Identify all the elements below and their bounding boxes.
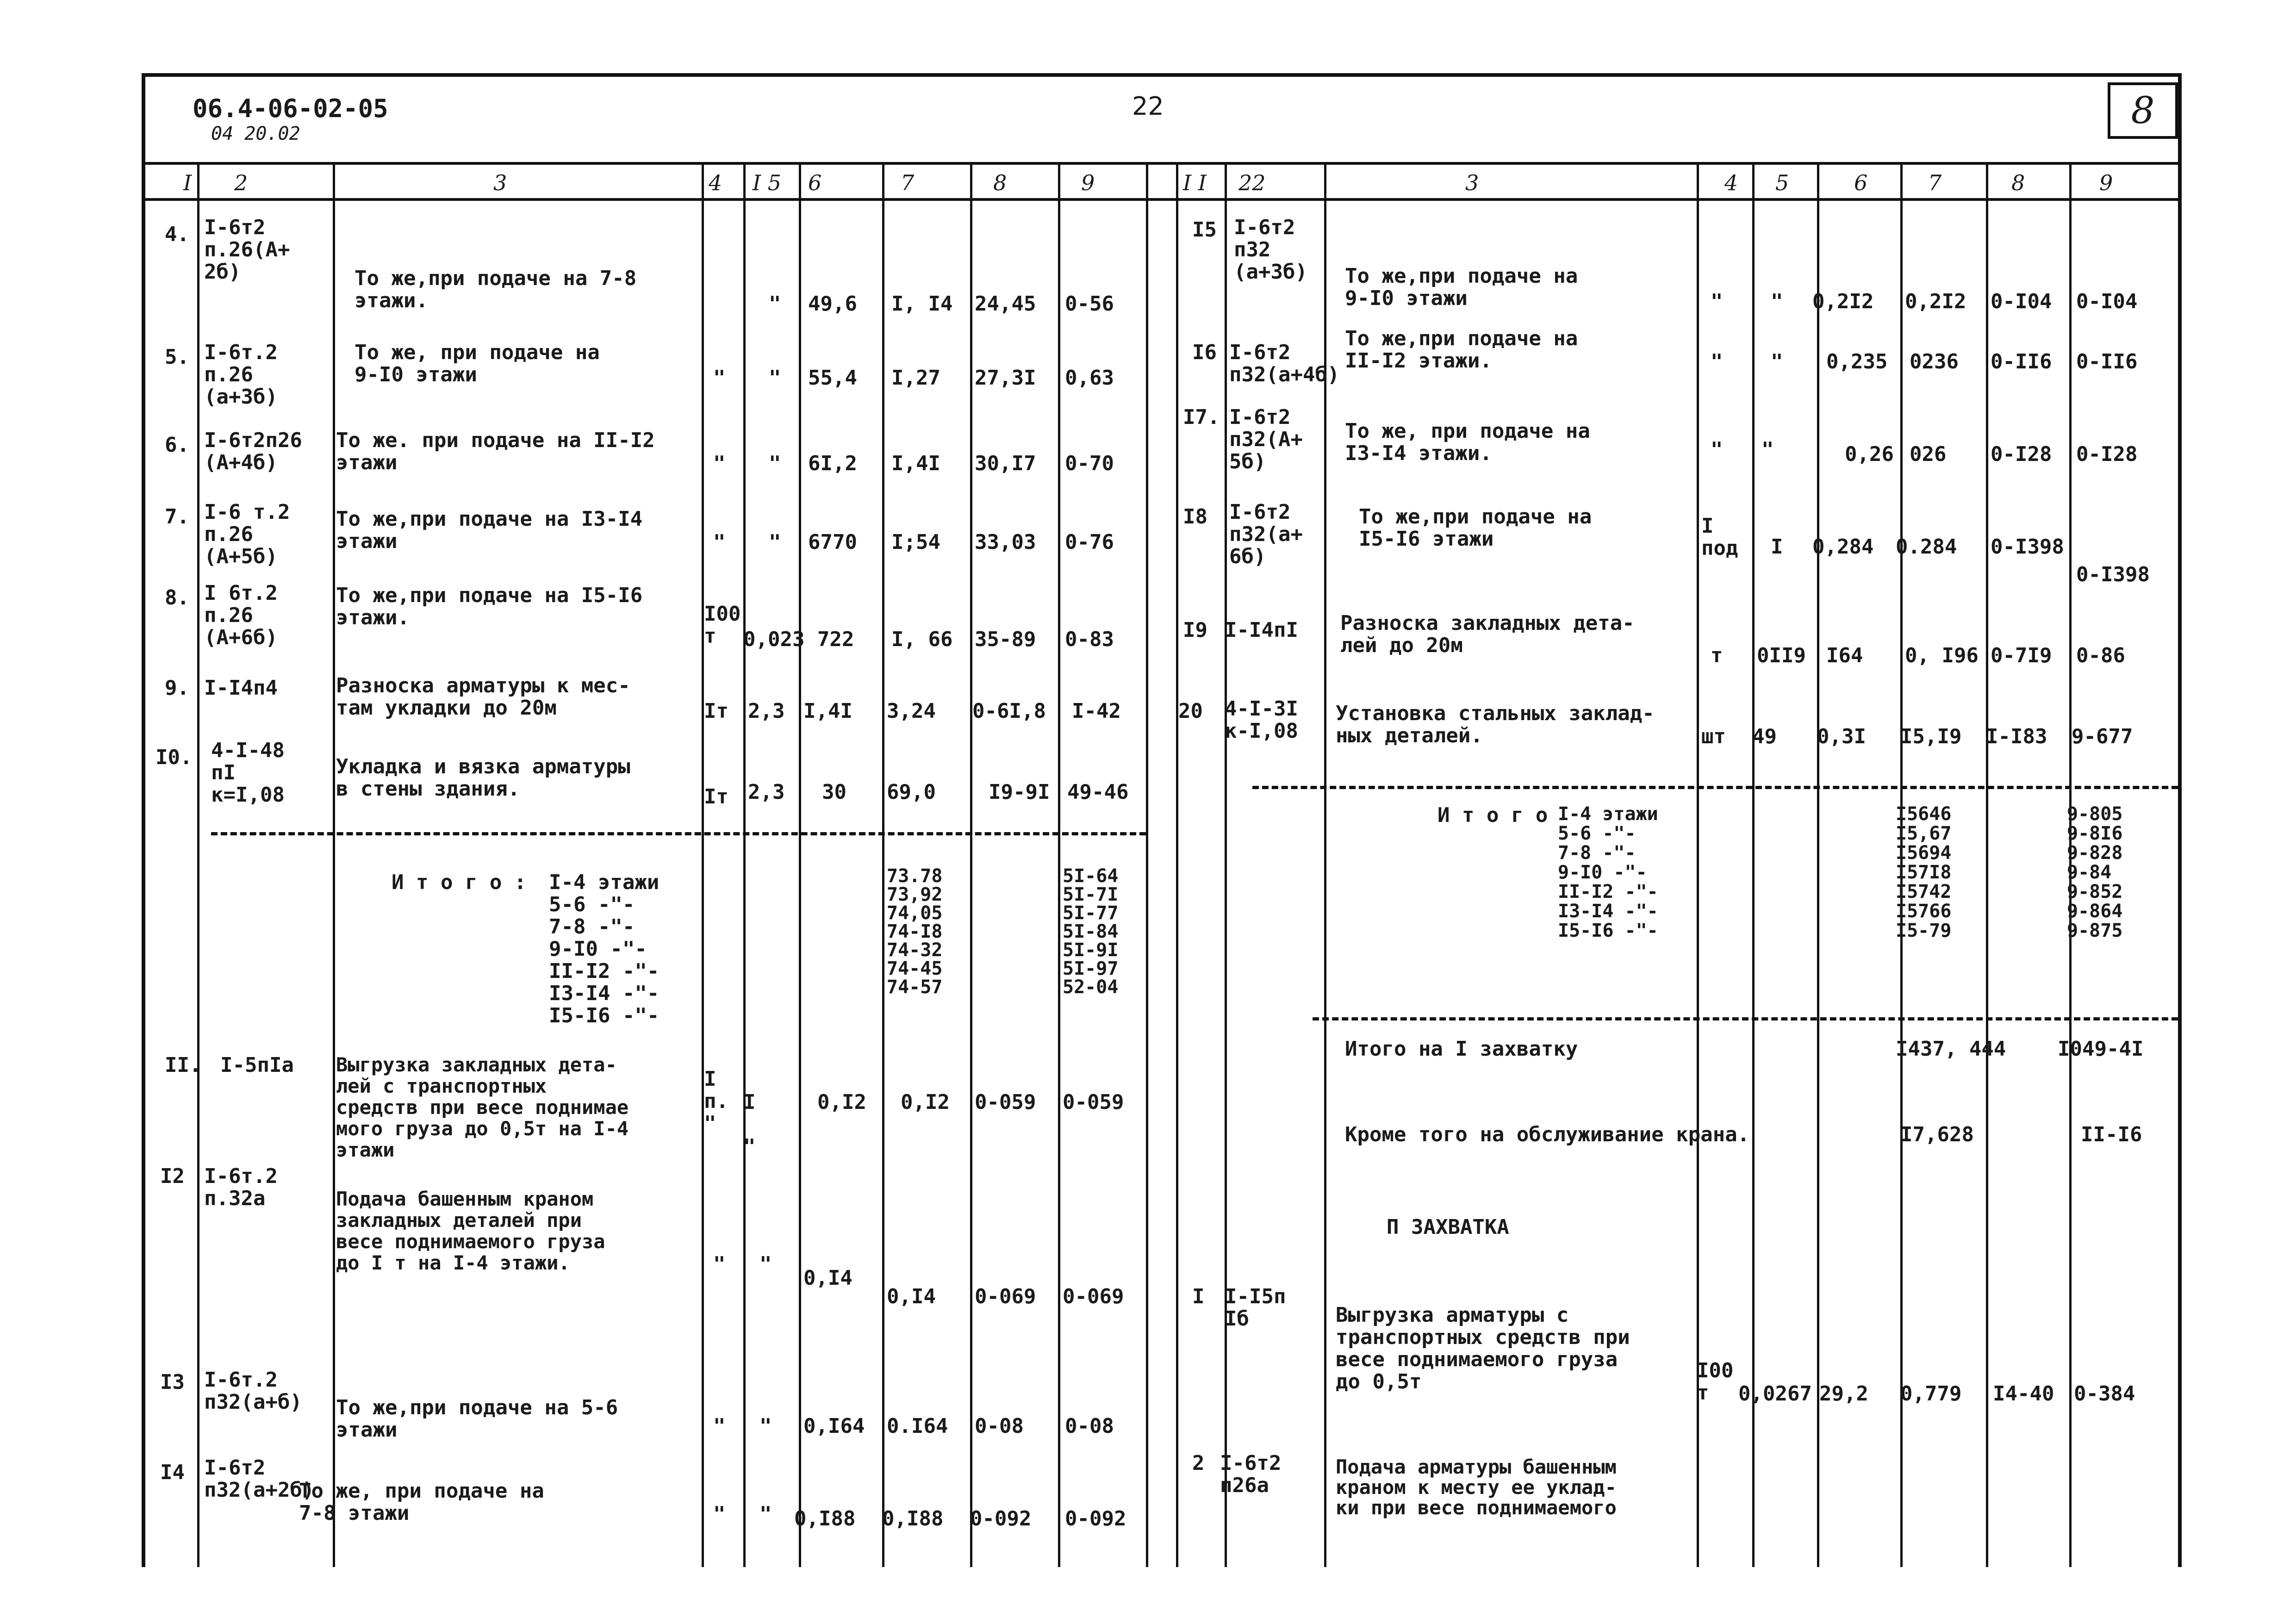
column-header-rule bbox=[142, 198, 2182, 201]
row-col9: I-42 bbox=[1072, 699, 1121, 723]
row-col7: 0,2I2 bbox=[1905, 290, 1966, 313]
col-line bbox=[702, 162, 704, 1567]
row-col6: 55,4 bbox=[808, 366, 857, 390]
row-col8: 0-7I9 bbox=[1991, 644, 2052, 667]
col-header-5: I 5 bbox=[753, 170, 782, 195]
row-col4: " bbox=[713, 1502, 726, 1526]
row-number: II. bbox=[165, 1053, 202, 1077]
row-description: То же,при подаче на 9-I0 этажи bbox=[1345, 264, 1578, 310]
row-code: I-6т2п26 (А+4б) bbox=[204, 429, 302, 474]
row-description: Укладка и вязка арматуры в стены здания. bbox=[336, 755, 630, 801]
col-header-9: 9 bbox=[1081, 170, 1095, 195]
frame-right-border bbox=[2178, 73, 2182, 1567]
col-header-1: I bbox=[183, 170, 192, 195]
row-col4: I00 т bbox=[704, 602, 741, 648]
row-description: То же,при подаче на I5-I6 этажи. bbox=[336, 584, 643, 629]
row-col7: I, I4 bbox=[891, 292, 953, 316]
row-col8: 0-6I,8 bbox=[972, 699, 1046, 723]
row-number: I9 bbox=[1183, 618, 1207, 642]
row-col8: 0-059 bbox=[975, 1090, 1036, 1114]
row-number: 4. bbox=[165, 223, 189, 246]
row-number: 5. bbox=[165, 345, 189, 369]
col-header-8: 8 bbox=[993, 170, 1007, 195]
row-description: То же, при подаче на 9-I0 этажи bbox=[355, 341, 600, 386]
total-col7: I5646 I5,67 I5694 I57I8 I5742 I5766 I5-79 bbox=[1896, 803, 1952, 941]
row-col8: 33,03 bbox=[975, 530, 1036, 554]
row-code: I-6т2 п26а bbox=[1220, 1451, 1282, 1497]
document-sheet bbox=[142, 73, 2182, 1567]
col-header-2: 2 bbox=[234, 170, 248, 195]
per-grip-col7: I437, 444 bbox=[1896, 1037, 2006, 1061]
row-unit-qty: 0,0267 bbox=[1738, 1382, 1812, 1406]
col-line bbox=[1986, 162, 1988, 1567]
row-code: I-6т.2 п32(а+б) bbox=[204, 1368, 302, 1414]
row-unit-qty: " bbox=[769, 452, 781, 475]
row-col9: 0-76 bbox=[1065, 530, 1114, 554]
row-col7: 0, I96 bbox=[1905, 644, 1979, 667]
row-col6: 6I,2 bbox=[808, 452, 857, 475]
row-col4: " bbox=[713, 366, 726, 390]
row-col6: 0,26 bbox=[1845, 442, 1894, 466]
row-col8: 0-I04 bbox=[1991, 290, 2052, 313]
dashed-separator bbox=[1313, 1017, 2178, 1020]
row-col6: 6770 bbox=[808, 530, 857, 554]
col-header-r4: 4 bbox=[1724, 170, 1738, 195]
row-col6: 29,2 bbox=[1819, 1382, 1868, 1406]
row-unit-qty: 2,3 bbox=[748, 699, 785, 723]
crane-service-col7: I7,628 bbox=[1900, 1123, 1974, 1146]
row-col7: I, 66 bbox=[891, 628, 953, 651]
row-col9: 0-86 bbox=[2076, 644, 2125, 667]
row-code: I-6т.2 п.32а bbox=[204, 1164, 278, 1210]
row-col9: 0-I04 bbox=[2076, 290, 2138, 313]
row-col7: 0,I2 bbox=[901, 1090, 950, 1114]
row-col9: 0-I398 bbox=[2076, 563, 2150, 586]
row-unit-qty: " bbox=[1771, 290, 1783, 313]
row-unit-qty: 0II9 bbox=[1757, 644, 1806, 667]
row-code: I-6т2 п32(а+4б) bbox=[1229, 341, 1340, 386]
row-number: 20 bbox=[1178, 699, 1203, 723]
row-col6: 0,3I bbox=[1817, 725, 1866, 748]
row-unit-qty: " bbox=[769, 366, 781, 390]
row-col7: I,27 bbox=[891, 366, 940, 390]
col-line bbox=[743, 162, 746, 1567]
row-col4: I под bbox=[1701, 514, 1738, 560]
row-col7: 026 bbox=[1910, 442, 1947, 466]
row-description: То же, при подаче на I3-I4 этажи. bbox=[1345, 419, 1590, 465]
per-grip-label: Итого на I захватку bbox=[1345, 1037, 1578, 1061]
row-unit-qty: " bbox=[759, 1414, 772, 1438]
row-col6: 30 bbox=[822, 780, 846, 804]
row-number: 7. bbox=[165, 505, 189, 529]
row-description: Установка стальных заклад- ных деталей. bbox=[1336, 702, 1655, 747]
row-col9: 0-II6 bbox=[2076, 350, 2138, 373]
row-code: I-6т2 п32 (а+3б) bbox=[1234, 216, 1307, 284]
sheet-number: 8 bbox=[2108, 82, 2178, 139]
row-number: I6 bbox=[1192, 341, 1217, 364]
col-header-r3: 3 bbox=[1465, 170, 1479, 195]
row-code: I 6т.2 п.26 (А+6б) bbox=[204, 581, 278, 649]
row-col4: " bbox=[713, 1414, 726, 1438]
row-col6: 49,6 bbox=[808, 292, 857, 316]
row-col4: т bbox=[1711, 644, 1723, 667]
row-col4: Iт bbox=[704, 699, 728, 723]
row-col6: I,4I bbox=[803, 699, 852, 723]
row-col4: " bbox=[1711, 290, 1723, 313]
row-code: I-5пIа bbox=[220, 1053, 294, 1077]
row-col9: 0-I28 bbox=[2076, 442, 2138, 466]
row-code: I-6т2 п32(А+ 5б) bbox=[1229, 405, 1303, 473]
row-col7: I5,I9 bbox=[1900, 725, 1962, 748]
col-header-4: 4 bbox=[709, 170, 722, 195]
row-col8: 24,45 bbox=[975, 292, 1036, 316]
col-header-6: 6 bbox=[808, 170, 822, 195]
row-unit-qty: 2,3 bbox=[748, 780, 785, 804]
col-header-r8: 8 bbox=[2011, 170, 2025, 195]
row-col7: 0.I64 bbox=[887, 1414, 948, 1438]
row-col4: " bbox=[713, 530, 726, 554]
col-line bbox=[1752, 162, 1755, 1567]
row-col8: 0-092 bbox=[970, 1507, 1032, 1531]
row-description: Подача башенным краном закладных деталей при весе поднимаемого груза до I т на I-4 этажи. bbox=[336, 1188, 605, 1274]
col-line bbox=[197, 162, 199, 1567]
row-col8: 0-II6 bbox=[1991, 350, 2052, 373]
row-col4: " bbox=[1711, 350, 1723, 373]
row-col8: 0-08 bbox=[975, 1414, 1024, 1438]
row-col9: 49-46 bbox=[1067, 780, 1129, 804]
row-col8: I9-9I bbox=[989, 780, 1050, 804]
row-description: Выгрузка закладных дета- лей с транспортных средств при весе поднимае мого груза до 0,5т на I-4 этажи bbox=[336, 1053, 629, 1161]
row-number: I3 bbox=[160, 1370, 185, 1394]
row-code: I-6т2 п32(а+2б) bbox=[204, 1456, 315, 1502]
row-number: 8. bbox=[165, 586, 189, 610]
row-description: Выгрузка арматуры с транспортных средств при весе поднимаемого груза до 0,5т bbox=[1336, 1303, 1630, 1394]
col-line bbox=[882, 162, 884, 1567]
row-unit-qty: " bbox=[769, 530, 781, 554]
row-code: 4-I-3I к-I,08 bbox=[1225, 697, 1298, 743]
row-col6: 0,235 bbox=[1826, 350, 1888, 373]
row-description: Разноска закладных дета- лей до 20м bbox=[1340, 611, 1635, 657]
row-col4: " bbox=[713, 452, 726, 475]
row-number: 2 bbox=[1192, 1451, 1205, 1475]
row-col4: Iт bbox=[704, 785, 728, 809]
row-number: I4 bbox=[160, 1461, 185, 1484]
row-col6: 0,2I2 bbox=[1812, 290, 1874, 313]
total-col9: 9-805 9-8I6 9-828 9-84 9-852 9-864 9-875 bbox=[2067, 803, 2123, 941]
row-col8: 27,3I bbox=[975, 366, 1036, 390]
row-code: I-6т.2 п.26 (а+3б) bbox=[204, 341, 278, 409]
frame-top-border bbox=[142, 73, 2182, 77]
row-description: Разноска арматуры к мес- там укладки до 20м bbox=[336, 674, 630, 720]
row-description: То же,при подаче на I3-I4 этажи bbox=[336, 507, 643, 553]
row-col8: 0-I398 bbox=[1991, 535, 2064, 559]
row-col4: " bbox=[1711, 438, 1723, 461]
row-code: I-6т2 п.26(А+ 2б) bbox=[204, 216, 290, 284]
row-col7: I;54 bbox=[891, 530, 940, 554]
row-unit-qty: " bbox=[1771, 350, 1783, 373]
row-col6: 0,284 bbox=[1812, 535, 1874, 559]
row-description: То же,при подаче на II-I2 этажи. bbox=[1345, 327, 1578, 373]
row-col4: I00 т bbox=[1697, 1359, 1734, 1405]
row-col4: шт bbox=[1701, 725, 1726, 748]
col-header-r7: 7 bbox=[1928, 170, 1942, 195]
row-number: I bbox=[1192, 1285, 1205, 1308]
col-line bbox=[333, 162, 335, 1567]
row-col6: 0,I88 bbox=[794, 1507, 856, 1531]
row-col7: 0,I4 bbox=[887, 1285, 936, 1308]
row-col9: 0-56 bbox=[1065, 292, 1114, 316]
total-col9: 5I-64 5I-7I 5I-77 5I-84 5I-9I 5I-97 52-04 bbox=[1063, 865, 1119, 998]
col-header-r5: 5 bbox=[1775, 170, 1789, 195]
header-rule bbox=[142, 162, 2182, 165]
row-number: 6. bbox=[165, 433, 189, 457]
row-col9: 0,63 bbox=[1065, 366, 1114, 390]
total-floors: I-4 этажи 5-6 -"- 7-8 -"- 9-I0 -"- II-I2 -"- I3-I4 -"- I5-I6 -"- bbox=[1558, 803, 1658, 941]
row-number: I2 bbox=[160, 1164, 185, 1188]
row-col7: 3,24 bbox=[887, 699, 936, 723]
col-header-r9: 9 bbox=[2099, 170, 2113, 195]
row-unit-qty: " bbox=[759, 1502, 772, 1526]
total-label: И т о г о bbox=[1437, 803, 1548, 827]
crane-service-col9: II-I6 bbox=[2081, 1123, 2142, 1146]
row-number: 9. bbox=[165, 676, 189, 700]
col-header-3: 3 bbox=[493, 170, 507, 195]
row-col7: 0,I88 bbox=[882, 1507, 944, 1531]
row-col7: 69,0 bbox=[887, 780, 936, 804]
page-number: 22 bbox=[1132, 92, 1164, 121]
row-col8: 0-069 bbox=[975, 1285, 1036, 1308]
row-unit-qty: I bbox=[1771, 535, 1783, 559]
row-col7: 0,779 bbox=[1900, 1382, 1962, 1406]
frame-left-border bbox=[142, 73, 145, 1567]
row-col6: 0,I2 bbox=[817, 1090, 866, 1114]
row-col6: 0,I64 bbox=[803, 1414, 865, 1438]
row-description: То же,при подаче на 5-6 этажи bbox=[336, 1396, 618, 1442]
row-col9: 0-069 bbox=[1063, 1285, 1124, 1308]
col-header-7: 7 bbox=[901, 170, 915, 195]
row-col9: 0-092 bbox=[1065, 1507, 1126, 1531]
row-code: I-I4п4 bbox=[204, 676, 278, 700]
row-unit-qty: 49 bbox=[1752, 725, 1777, 748]
col-line bbox=[799, 162, 801, 1567]
row-col9: 0-83 bbox=[1065, 628, 1114, 651]
row-col9: 0-08 bbox=[1065, 1414, 1114, 1438]
row-unit-qty: " bbox=[759, 1252, 772, 1276]
row-code: I-I4пI bbox=[1225, 618, 1298, 642]
col-header-r6: 6 bbox=[1854, 170, 1868, 195]
col-line bbox=[1058, 162, 1060, 1567]
row-code: I-I5п Iб bbox=[1225, 1285, 1286, 1331]
row-col6: I64 bbox=[1826, 644, 1863, 667]
row-col9: 0-059 bbox=[1063, 1090, 1124, 1114]
row-col6: 722 bbox=[817, 628, 854, 651]
row-col4: I п. " bbox=[704, 1067, 728, 1135]
row-col8: I4-40 bbox=[1993, 1382, 2054, 1406]
col-line bbox=[1817, 162, 1819, 1567]
row-col9: 0-70 bbox=[1065, 452, 1114, 475]
crane-service-label: Кроме того на обслуживание крана. bbox=[1345, 1123, 1750, 1146]
row-description: То же,при подаче на 7-8 этажи. bbox=[355, 267, 637, 312]
row-col9: 0-384 bbox=[2074, 1382, 2135, 1406]
total-floors: I-4 этажи 5-6 -"- 7-8 -"- 9-I0 -"- II-I2 -"- I3-I4 -"- I5-I6 -"- bbox=[549, 871, 660, 1027]
col-line bbox=[1697, 162, 1699, 1567]
row-number: I0. bbox=[156, 746, 193, 769]
col-header-r2: 22 bbox=[1238, 170, 1266, 195]
dashed-separator bbox=[1252, 786, 2178, 789]
dashed-separator bbox=[211, 832, 1146, 835]
row-code: I-6 т.2 п.26 (А+5б) bbox=[204, 500, 290, 568]
section-title: П ЗАХВАТКА bbox=[1387, 1215, 1509, 1239]
document-subcode: 04 20.02 bbox=[211, 123, 300, 144]
document-code: 06.4-06-02-05 bbox=[193, 94, 388, 123]
row-col7: 0236 bbox=[1910, 350, 1959, 373]
per-grip-col9: I049-4I bbox=[2058, 1037, 2144, 1061]
row-code: 4-I-48 пI к=I,08 bbox=[211, 739, 285, 807]
row-col8: 0-I28 bbox=[1991, 442, 2052, 466]
row-col8: I-I83 bbox=[1986, 725, 2047, 748]
total-col7: 73.78 73,92 74,05 74-I8 74-32 74-45 74-57 bbox=[887, 865, 943, 998]
row-number: I5 bbox=[1192, 218, 1217, 242]
row-col4: " bbox=[713, 1252, 726, 1276]
row-code: I-6т2 п32(а+ 6б) bbox=[1229, 500, 1303, 568]
row-col9: 9-677 bbox=[2072, 725, 2133, 748]
col-line bbox=[1225, 162, 1227, 1567]
row-col8: 35-89 bbox=[975, 628, 1036, 651]
row-description: То же,при подаче на I5-I6 этажи bbox=[1359, 505, 1592, 551]
row-description: То же. при подаче на II-I2 этажи bbox=[336, 429, 655, 474]
row-unit-qty: I " bbox=[743, 1090, 756, 1158]
row-number: I7. bbox=[1183, 405, 1220, 429]
row-number: I8 bbox=[1183, 505, 1207, 529]
col-line bbox=[1146, 162, 1148, 1567]
col-header-r1: I I bbox=[1183, 170, 1207, 195]
row-unit-qty: " bbox=[769, 292, 781, 316]
row-col7: I,4I bbox=[891, 452, 940, 475]
row-col7: 0.284 bbox=[1896, 535, 1957, 559]
total-label: И т о г о : bbox=[392, 871, 527, 894]
row-description: Подача арматуры башенным краном к месту ее уклад- ки при весе поднимаемого bbox=[1336, 1456, 1617, 1519]
row-unit-qty: " bbox=[1761, 438, 1774, 461]
col-line bbox=[1176, 162, 1178, 1567]
col-line bbox=[970, 162, 972, 1567]
row-unit-qty: 0,023 bbox=[743, 628, 805, 651]
row-description: То же, при подаче на 7-8 этажи bbox=[299, 1479, 544, 1525]
row-col6: 0,I4 bbox=[803, 1266, 852, 1290]
row-col8: 30,I7 bbox=[975, 452, 1036, 475]
